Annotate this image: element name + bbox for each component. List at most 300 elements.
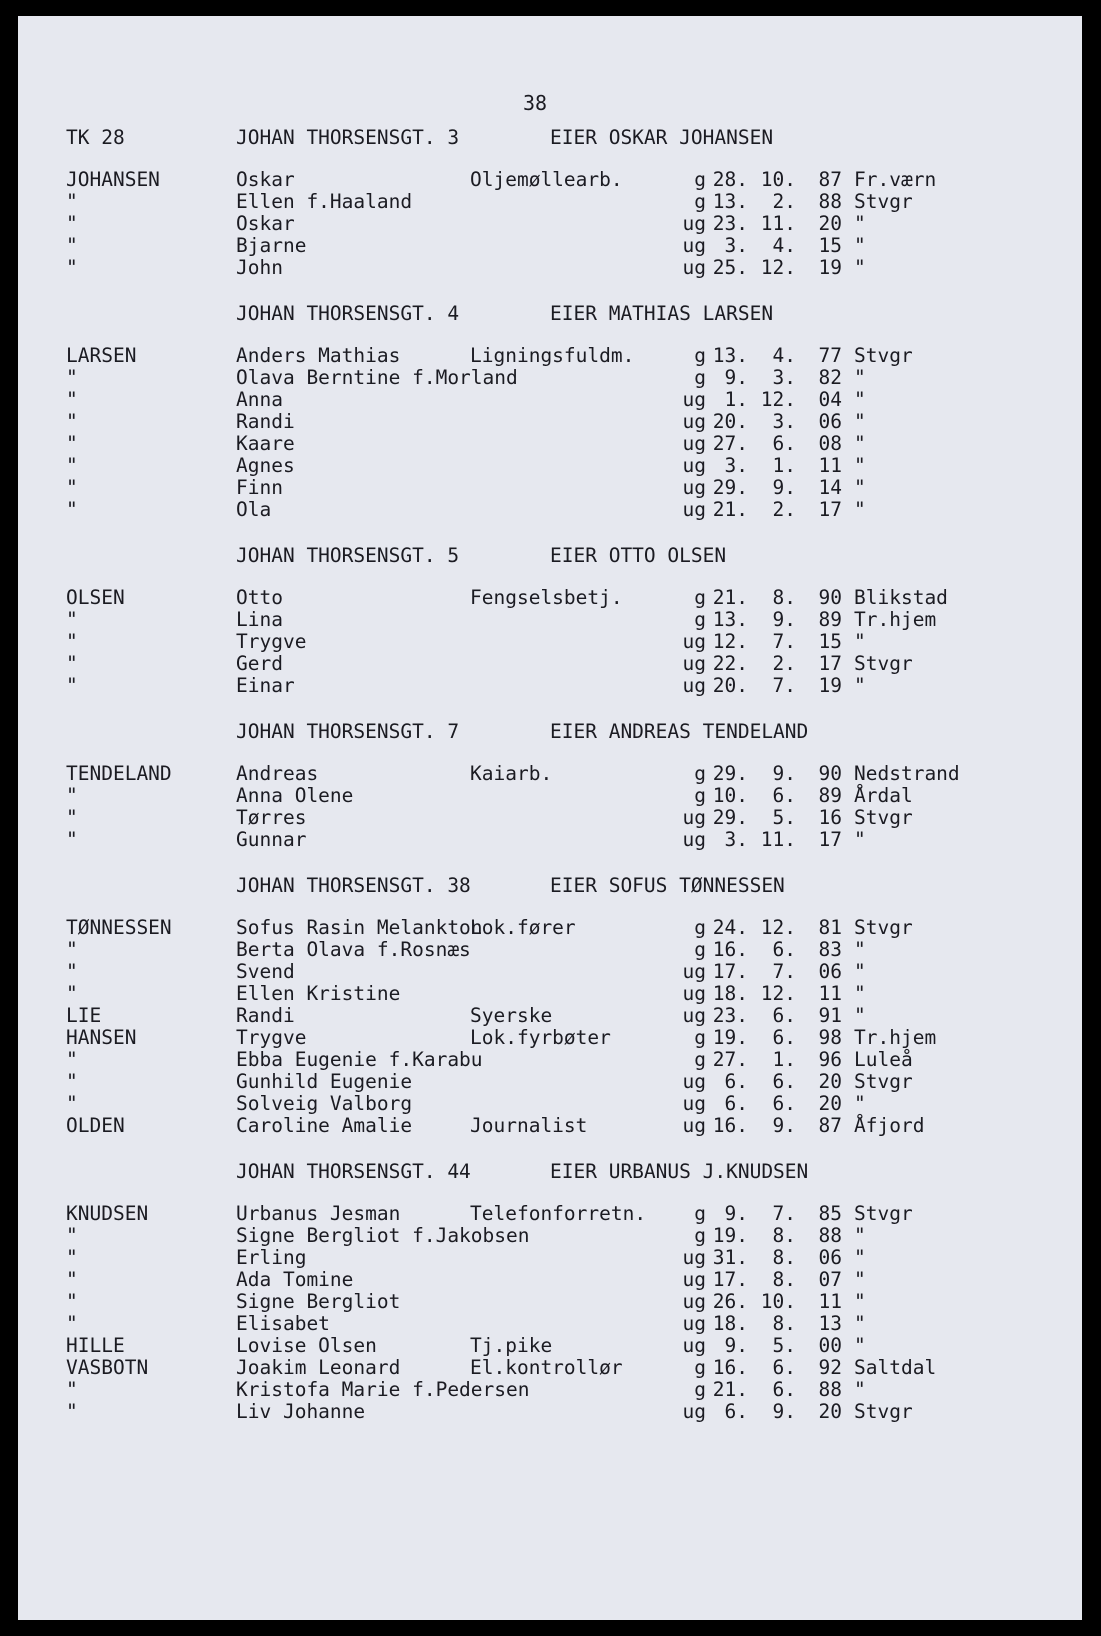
resident-row — [18, 1070, 1082, 1094]
marital-status: ug — [682, 498, 706, 521]
section-header — [18, 874, 1082, 898]
resident-row — [18, 1290, 1082, 1314]
birth-year: 14 — [818, 476, 842, 499]
birth-year: 20 — [818, 1400, 842, 1423]
birth-place: " — [854, 388, 866, 411]
birth-day: 23. — [712, 212, 748, 235]
birth-month: 9. — [772, 1400, 796, 1423]
resident-row — [18, 806, 1082, 830]
surname: " — [66, 432, 78, 455]
first-name: Elisabet — [236, 1312, 330, 1335]
surname: VASBOTN — [66, 1356, 149, 1379]
birth-day: 29. — [712, 476, 748, 499]
marital-status: ug — [682, 1070, 706, 1093]
resident-row — [18, 366, 1082, 390]
marital-status: ug — [682, 1312, 706, 1335]
occupation: Tj.pike — [470, 1334, 553, 1357]
birth-month: 6. — [772, 1004, 796, 1027]
resident-row — [18, 828, 1082, 852]
birth-day: 16. — [712, 938, 748, 961]
birth-month: 7. — [772, 1202, 796, 1225]
resident-row — [18, 586, 1082, 610]
birth-month: 2. — [772, 498, 796, 521]
resident-row — [18, 168, 1082, 192]
marital-status: g — [694, 1356, 706, 1379]
birth-place: Tr.hjem — [854, 608, 937, 631]
birth-place: Saltdal — [854, 1356, 937, 1379]
birth-day: 20. — [712, 674, 748, 697]
birth-year: 91 — [818, 1004, 842, 1027]
marital-status: g — [694, 366, 706, 389]
birth-place: " — [854, 960, 866, 983]
resident-row — [18, 784, 1082, 808]
birth-place: Stvgr — [854, 652, 913, 675]
resident-row — [18, 1246, 1082, 1270]
birth-year: 20 — [818, 1070, 842, 1093]
birth-day: 6. — [724, 1400, 748, 1423]
birth-day: 9. — [724, 1334, 748, 1357]
birth-year: 06 — [818, 960, 842, 983]
occupation: Syerske — [470, 1004, 553, 1027]
birth-month: 11. — [760, 212, 796, 235]
birth-month: 3. — [772, 410, 796, 433]
birth-place: " — [854, 256, 866, 279]
birth-year: 19 — [818, 674, 842, 697]
birth-year: 88 — [818, 190, 842, 213]
birth-year: 89 — [818, 784, 842, 807]
owner: EIER URBANUS J.KNUDSEN — [550, 1160, 809, 1183]
first-name: Randi — [236, 410, 295, 433]
surname: " — [66, 256, 78, 279]
birth-year: 07 — [818, 1268, 842, 1291]
birth-day: 16. — [712, 1356, 748, 1379]
birth-place: " — [854, 1092, 866, 1115]
section-header — [18, 720, 1082, 744]
birth-place: Nedstrand — [854, 762, 960, 785]
birth-day: 25. — [712, 256, 748, 279]
birth-day: 24. — [712, 916, 748, 939]
first-name: Agnes — [236, 454, 295, 477]
birth-place: " — [854, 982, 866, 1005]
birth-month: 8. — [772, 1224, 796, 1247]
first-name: Trygve — [236, 1026, 307, 1049]
birth-month: 9. — [772, 1114, 796, 1137]
surname: KNUDSEN — [66, 1202, 149, 1225]
first-name: Gunhild Eugenie — [236, 1070, 413, 1093]
first-name: Ebba Eugenie f.Karabu — [236, 1048, 483, 1071]
owner: EIER MATHIAS LARSEN — [550, 302, 774, 325]
resident-row — [18, 1048, 1082, 1072]
surname: " — [66, 1312, 78, 1335]
surname: " — [66, 212, 78, 235]
resident-row — [18, 454, 1082, 478]
birth-place: Luleå — [854, 1048, 913, 1071]
birth-year: 17 — [818, 498, 842, 521]
surname: " — [66, 608, 78, 631]
marital-status: g — [694, 344, 706, 367]
occupation: Oljemøllearb. — [470, 168, 623, 191]
marital-status: ug — [682, 234, 706, 257]
marital-status: g — [694, 1048, 706, 1071]
street-address: JOHAN THORSENSGT. 44 — [236, 1160, 471, 1183]
birth-day: 6. — [724, 1070, 748, 1093]
birth-year: 15 — [818, 234, 842, 257]
birth-day: 20. — [712, 410, 748, 433]
birth-place: " — [854, 1268, 866, 1291]
first-name: Randi — [236, 1004, 295, 1027]
birth-month: 11. — [760, 828, 796, 851]
birth-year: 83 — [818, 938, 842, 961]
occupation: Lok.fører — [470, 916, 576, 939]
owner: EIER OTTO OLSEN — [550, 544, 727, 567]
resident-row — [18, 1312, 1082, 1336]
resident-row — [18, 234, 1082, 258]
birth-month: 7. — [772, 960, 796, 983]
birth-month: 6. — [772, 432, 796, 455]
birth-year: 17 — [818, 828, 842, 851]
surname: " — [66, 388, 78, 411]
tk-number: TK 28 — [66, 126, 125, 149]
marital-status: ug — [682, 960, 706, 983]
birth-year: 04 — [818, 388, 842, 411]
street-address: JOHAN THORSENSGT. 4 — [236, 302, 460, 325]
birth-day: 10. — [712, 784, 748, 807]
first-name: Einar — [236, 674, 295, 697]
birth-day: 19. — [712, 1224, 748, 1247]
birth-year: 19 — [818, 256, 842, 279]
occupation: Journalist — [470, 1114, 588, 1137]
surname: " — [66, 630, 78, 653]
birth-day: 3. — [724, 234, 748, 257]
first-name: Bjarne — [236, 234, 307, 257]
birth-day: 27. — [712, 1048, 748, 1071]
birth-place: Stvgr — [854, 1202, 913, 1225]
birth-day: 3. — [724, 828, 748, 851]
street-address: JOHAN THORSENSGT. 3 — [236, 126, 460, 149]
resident-row — [18, 344, 1082, 368]
birth-year: 87 — [818, 1114, 842, 1137]
resident-row — [18, 476, 1082, 500]
first-name: Urbanus Jesman — [236, 1202, 401, 1225]
birth-month: 6. — [772, 1026, 796, 1049]
marital-status: ug — [682, 432, 706, 455]
birth-place: " — [854, 1004, 866, 1027]
birth-month: 6. — [772, 784, 796, 807]
marital-status: g — [694, 784, 706, 807]
birth-day: 1. — [724, 388, 748, 411]
birth-place: Åfjord — [854, 1114, 925, 1137]
birth-month: 8. — [772, 1246, 796, 1269]
birth-day: 13. — [712, 190, 748, 213]
marital-status: g — [694, 1202, 706, 1225]
birth-month: 1. — [772, 1048, 796, 1071]
marital-status: ug — [682, 674, 706, 697]
marital-status: g — [694, 762, 706, 785]
marital-status: ug — [682, 1114, 706, 1137]
resident-row — [18, 630, 1082, 654]
first-name: Trygve — [236, 630, 307, 653]
resident-row — [18, 1334, 1082, 1358]
surname: " — [66, 1224, 78, 1247]
birth-place: " — [854, 1290, 866, 1313]
marital-status: ug — [682, 256, 706, 279]
first-name: Joakim Leonard — [236, 1356, 401, 1379]
birth-place: " — [854, 938, 866, 961]
birth-month: 10. — [760, 1290, 796, 1313]
marital-status: g — [694, 1224, 706, 1247]
birth-month: 2. — [772, 190, 796, 213]
resident-row — [18, 498, 1082, 522]
birth-year: 15 — [818, 630, 842, 653]
first-name: Svend — [236, 960, 295, 983]
birth-year: 13 — [818, 1312, 842, 1335]
birth-year: 06 — [818, 1246, 842, 1269]
marital-status: ug — [682, 1246, 706, 1269]
birth-month: 5. — [772, 1334, 796, 1357]
birth-year: 20 — [818, 212, 842, 235]
first-name: Sofus Rasin Melankton — [236, 916, 483, 939]
first-name: Lina — [236, 608, 283, 631]
page-number: 38 — [523, 91, 548, 115]
surname: " — [66, 476, 78, 499]
birth-place: " — [854, 828, 866, 851]
marital-status: ug — [682, 476, 706, 499]
first-name: Otto — [236, 586, 283, 609]
birth-year: 11 — [818, 1290, 842, 1313]
first-name: Berta Olava f.Rosnæs — [236, 938, 471, 961]
street-address: JOHAN THORSENSGT. 7 — [236, 720, 460, 743]
birth-month: 6. — [772, 1356, 796, 1379]
birth-place: Stvgr — [854, 344, 913, 367]
first-name: Lovise Olsen — [236, 1334, 377, 1357]
birth-day: 21. — [712, 1378, 748, 1401]
first-name: Signe Bergliot f.Jakobsen — [236, 1224, 530, 1247]
surname: " — [66, 1048, 78, 1071]
first-name: John — [236, 256, 283, 279]
birth-month: 12. — [760, 916, 796, 939]
marital-status: ug — [682, 410, 706, 433]
birth-place: " — [854, 410, 866, 433]
surname: " — [66, 234, 78, 257]
birth-place: Årdal — [854, 784, 913, 807]
birth-place: " — [854, 476, 866, 499]
birth-day: 28. — [712, 168, 748, 191]
birth-day: 29. — [712, 762, 748, 785]
surname: " — [66, 1400, 78, 1423]
birth-month: 5. — [772, 806, 796, 829]
birth-day: 23. — [712, 1004, 748, 1027]
birth-month: 12. — [760, 388, 796, 411]
birth-place: Stvgr — [854, 1400, 913, 1423]
surname: " — [66, 784, 78, 807]
birth-place: Fr.værn — [854, 168, 937, 191]
first-name: Ellen Kristine — [236, 982, 401, 1005]
birth-day: 19. — [712, 1026, 748, 1049]
first-name: Liv Johanne — [236, 1400, 366, 1423]
resident-row — [18, 1114, 1082, 1138]
surname: " — [66, 410, 78, 433]
birth-year: 90 — [818, 586, 842, 609]
birth-place: " — [854, 674, 866, 697]
surname: " — [66, 674, 78, 697]
surname: " — [66, 190, 78, 213]
birth-place: " — [854, 432, 866, 455]
surname: " — [66, 1378, 78, 1401]
surname: HANSEN — [66, 1026, 137, 1049]
birth-year: 00 — [818, 1334, 842, 1357]
surname: LIE — [66, 1004, 102, 1027]
resident-row — [18, 938, 1082, 962]
first-name: Andreas — [236, 762, 319, 785]
birth-year: 17 — [818, 652, 842, 675]
resident-row — [18, 1224, 1082, 1248]
birth-month: 9. — [772, 476, 796, 499]
marital-status: g — [694, 1378, 706, 1401]
birth-year: 08 — [818, 432, 842, 455]
birth-year: 89 — [818, 608, 842, 631]
marital-status: g — [694, 190, 706, 213]
resident-row — [18, 1356, 1082, 1380]
occupation: Ligningsfuldm. — [470, 344, 635, 367]
surname: " — [66, 1290, 78, 1313]
birth-month: 6. — [772, 938, 796, 961]
birth-year: 88 — [818, 1224, 842, 1247]
surname: OLSEN — [66, 586, 125, 609]
first-name: Anders Mathias — [236, 344, 401, 367]
surname: " — [66, 1268, 78, 1291]
marital-status: ug — [682, 630, 706, 653]
birth-day: 6. — [724, 1092, 748, 1115]
surname: " — [66, 454, 78, 477]
birth-place: Stvgr — [854, 806, 913, 829]
birth-month: 9. — [772, 608, 796, 631]
resident-row — [18, 1400, 1082, 1424]
marital-status: ug — [682, 982, 706, 1005]
first-name: Ada Tomine — [236, 1268, 354, 1291]
birth-day: 17. — [712, 960, 748, 983]
occupation: El.kontrollør — [470, 1356, 623, 1379]
birth-day: 21. — [712, 586, 748, 609]
birth-month: 6. — [772, 1378, 796, 1401]
birth-month: 4. — [772, 344, 796, 367]
birth-year: 82 — [818, 366, 842, 389]
surname: " — [66, 806, 78, 829]
marital-status: g — [694, 168, 706, 191]
birth-day: 27. — [712, 432, 748, 455]
birth-day: 3. — [724, 454, 748, 477]
birth-month: 8. — [772, 1312, 796, 1335]
first-name: Tørres — [236, 806, 307, 829]
section-header — [18, 1160, 1082, 1184]
marital-status: ug — [682, 828, 706, 851]
resident-row — [18, 1092, 1082, 1116]
birth-day: 26. — [712, 1290, 748, 1313]
first-name: Oskar — [236, 212, 295, 235]
birth-place: Tr.hjem — [854, 1026, 937, 1049]
surname: LARSEN — [66, 344, 137, 367]
marital-status: g — [694, 938, 706, 961]
birth-month: 7. — [772, 630, 796, 653]
birth-place: " — [854, 1224, 866, 1247]
census-page — [18, 16, 1082, 1620]
birth-day: 16. — [712, 1114, 748, 1137]
street-address: JOHAN THORSENSGT. 5 — [236, 544, 460, 567]
section-header — [18, 126, 1082, 150]
birth-day: 13. — [712, 608, 748, 631]
birth-year: 87 — [818, 168, 842, 191]
marital-status: ug — [682, 1290, 706, 1313]
first-name: Anna Olene — [236, 784, 354, 807]
resident-row — [18, 982, 1082, 1006]
marital-status: ug — [682, 1268, 706, 1291]
resident-row — [18, 1268, 1082, 1292]
resident-row — [18, 1202, 1082, 1226]
surname: " — [66, 1070, 78, 1093]
birth-day: 12. — [712, 630, 748, 653]
birth-year: 96 — [818, 1048, 842, 1071]
owner: EIER OSKAR JOHANSEN — [550, 126, 774, 149]
birth-month: 12. — [760, 982, 796, 1005]
birth-month: 6. — [772, 1092, 796, 1115]
occupation: Fengselsbetj. — [470, 586, 623, 609]
surname: " — [66, 1246, 78, 1269]
birth-place: " — [854, 498, 866, 521]
marital-status: g — [694, 916, 706, 939]
street-address: JOHAN THORSENSGT. 38 — [236, 874, 471, 897]
resident-row — [18, 256, 1082, 280]
surname: HILLE — [66, 1334, 125, 1357]
resident-row — [18, 410, 1082, 434]
birth-month: 3. — [772, 366, 796, 389]
marital-status: ug — [682, 454, 706, 477]
resident-row — [18, 212, 1082, 236]
surname: TENDELAND — [66, 762, 172, 785]
marital-status: g — [694, 586, 706, 609]
first-name: Kristofa Marie f.Pedersen — [236, 1378, 530, 1401]
first-name: Ellen f.Haaland — [236, 190, 413, 213]
owner: EIER ANDREAS TENDELAND — [550, 720, 809, 743]
birth-year: 11 — [818, 982, 842, 1005]
birth-year: 98 — [818, 1026, 842, 1049]
resident-row — [18, 432, 1082, 456]
surname: " — [66, 960, 78, 983]
birth-year: 11 — [818, 454, 842, 477]
marital-status: g — [694, 608, 706, 631]
first-name: Signe Bergliot — [236, 1290, 401, 1313]
marital-status: ug — [682, 1004, 706, 1027]
birth-month: 9. — [772, 762, 796, 785]
resident-row — [18, 652, 1082, 676]
resident-row — [18, 762, 1082, 786]
first-name: Finn — [236, 476, 283, 499]
birth-day: 18. — [712, 1312, 748, 1335]
surname: JOHANSEN — [66, 168, 160, 191]
surname: " — [66, 982, 78, 1005]
birth-day: 18. — [712, 982, 748, 1005]
first-name: Anna — [236, 388, 283, 411]
surname: " — [66, 828, 78, 851]
birth-place: " — [854, 1246, 866, 1269]
birth-place: " — [854, 366, 866, 389]
resident-row — [18, 1026, 1082, 1050]
birth-day: 13. — [712, 344, 748, 367]
birth-place: Blikstad — [854, 586, 948, 609]
resident-row — [18, 190, 1082, 214]
birth-month: 4. — [772, 234, 796, 257]
first-name: Caroline Amalie — [236, 1114, 413, 1137]
birth-day: 29. — [712, 806, 748, 829]
marital-status: g — [694, 1026, 706, 1049]
